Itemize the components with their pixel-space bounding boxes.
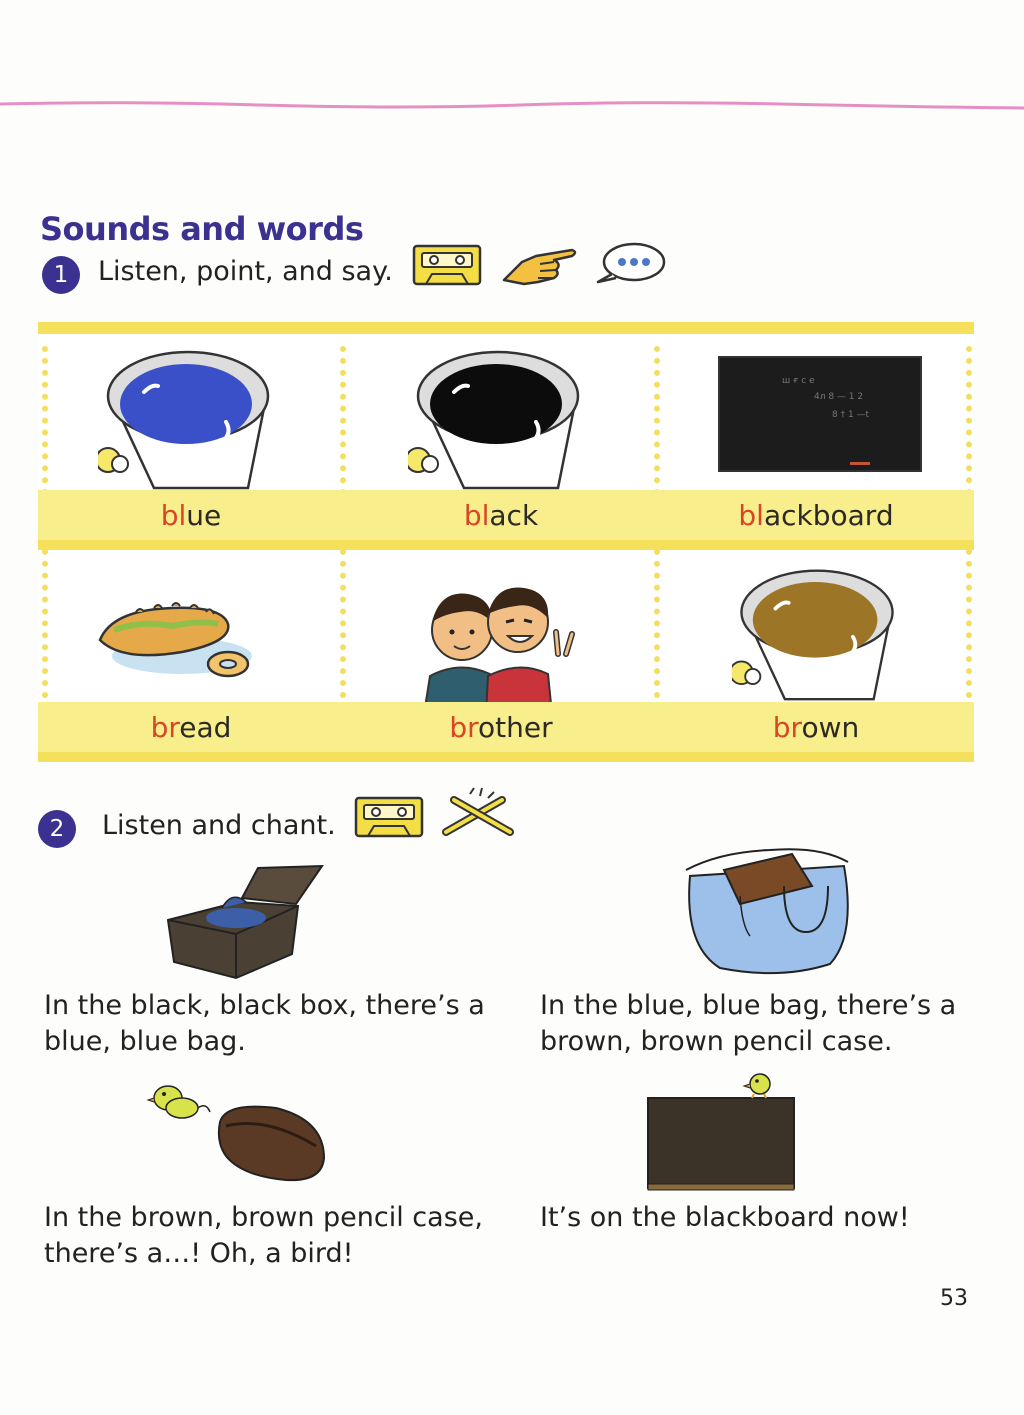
word-brother: brother: [449, 710, 553, 744]
chant-sticks-icon: [440, 786, 516, 838]
chant-verse-3: [44, 1200, 483, 1272]
cassette-icon: [354, 796, 424, 838]
brothers-image: [420, 564, 580, 714]
page-number: 53: [940, 1286, 968, 1311]
word-grid: [38, 322, 974, 762]
chant-line: there’s a…! Oh, a bird!: [44, 1238, 354, 1269]
blue-bag-image: [680, 836, 856, 978]
chant-line: blue, blue bag.: [44, 1026, 246, 1057]
chant-line: In the blue, blue bag, there’s a: [540, 990, 957, 1021]
blue-paint-pot-image: [98, 348, 278, 490]
chant-line: In the brown, brown pencil case,: [44, 1202, 483, 1233]
speech-bubble-icon: [592, 240, 668, 288]
bird-and-pencil-case-image: [146, 1072, 336, 1192]
word-card-black: [344, 334, 658, 540]
brown-paint-pot-image: [732, 564, 902, 704]
task-1-instruction: Listen, point, and say.: [98, 256, 393, 287]
cassette-icon: [412, 244, 482, 286]
word-card-blue: [38, 334, 344, 540]
chant-verse-2: [540, 988, 956, 1060]
task-number-1: 1: [42, 256, 80, 294]
blackboard-image: ш ғ с е 4л 8 — 1 2 8 † 1 —t: [718, 356, 922, 472]
section-title: Sounds and words: [40, 210, 364, 248]
word-blue: blue: [160, 498, 222, 532]
bread-image: [92, 590, 262, 690]
top-rule: [0, 98, 1024, 112]
chant-line: brown, brown pencil case.: [540, 1026, 893, 1057]
black-paint-pot-image: [408, 348, 588, 490]
task-2-instruction: Listen and chant.: [102, 810, 336, 841]
word-card-bread: [38, 550, 344, 750]
word-brown: brown: [772, 710, 860, 744]
word-card-blackboard: [658, 334, 974, 540]
task-number-2: 2: [38, 810, 76, 848]
pointing-hand-icon: [500, 240, 580, 288]
black-box-image: [162, 862, 332, 982]
word-bread: bread: [150, 710, 232, 744]
chant-verse-1: [44, 988, 485, 1060]
chant-line: In the black, black box, there’s a: [44, 990, 485, 1021]
word-blackboard: blackboard: [738, 498, 894, 532]
chant-line: It’s on the blackboard now!: [540, 1202, 910, 1233]
blackboard-with-bird-image: [646, 1066, 796, 1192]
word-card-brother: [344, 550, 658, 750]
word-card-brown: [658, 550, 974, 750]
chant-verse-4: [540, 1200, 910, 1236]
word-black: black: [463, 498, 539, 532]
